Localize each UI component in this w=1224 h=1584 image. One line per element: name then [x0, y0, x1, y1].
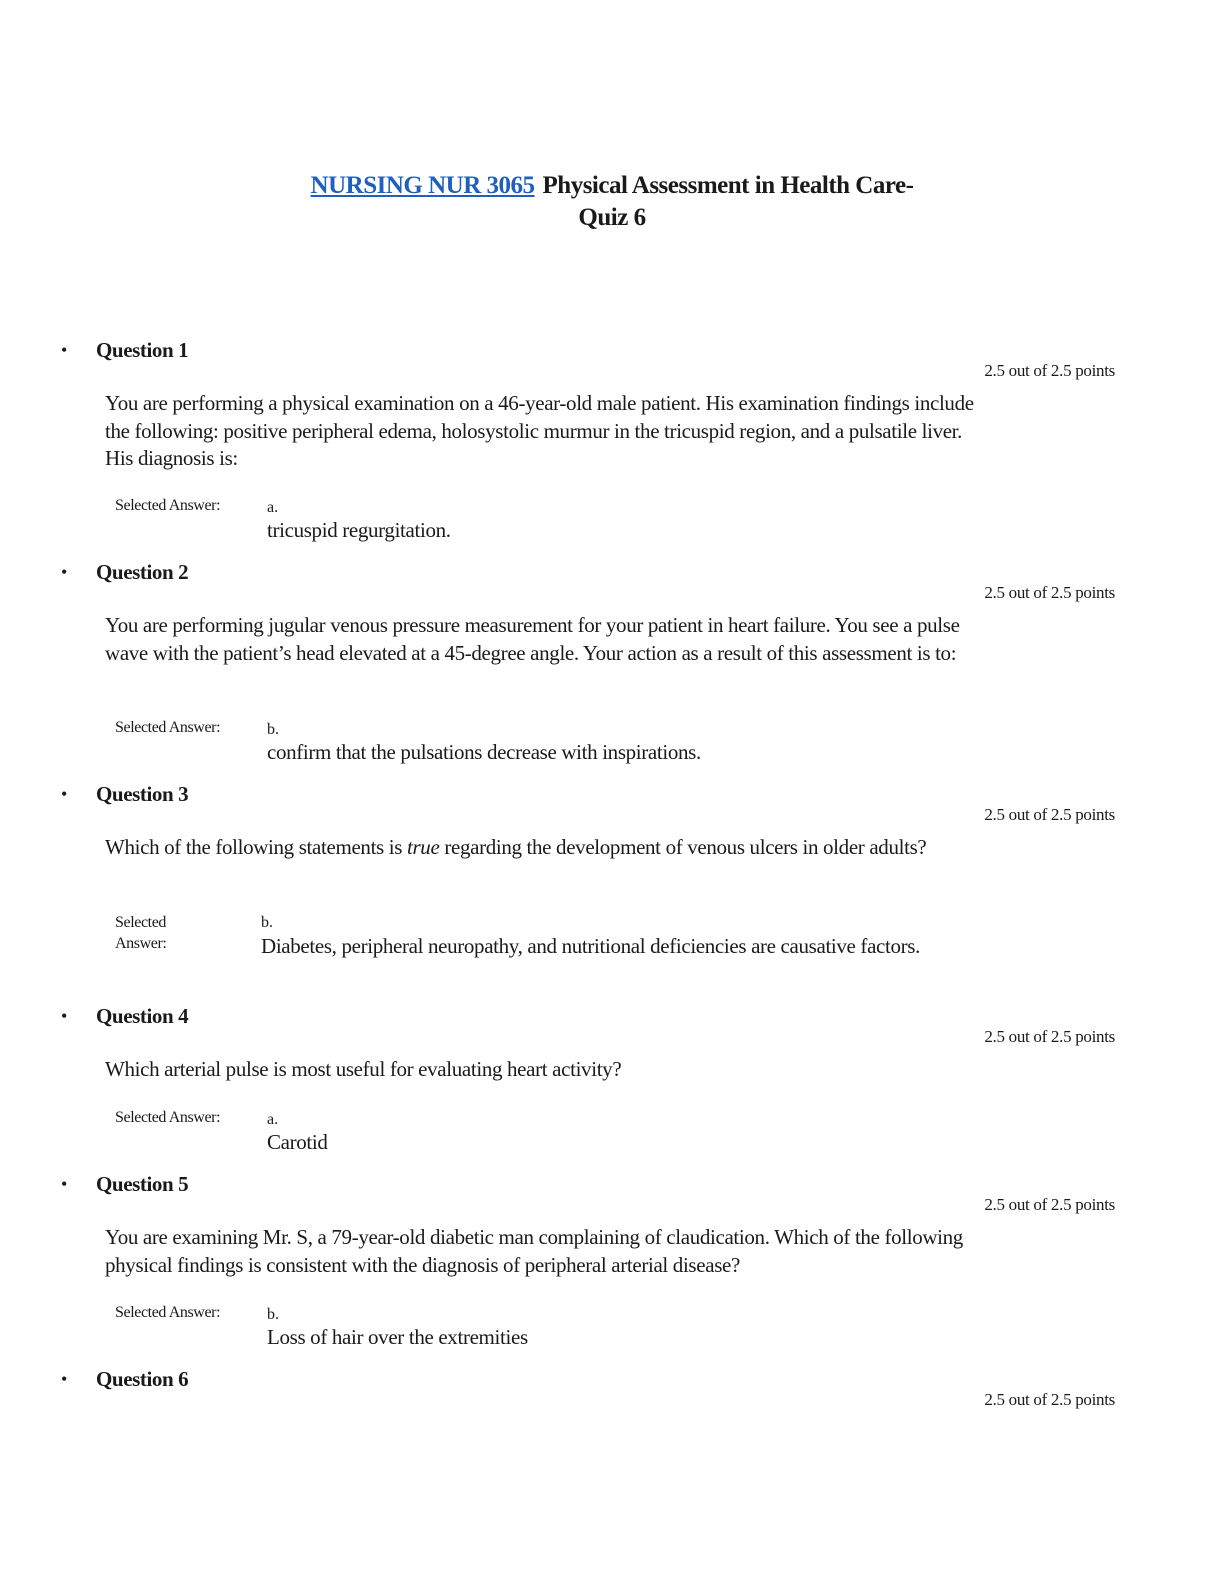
question-text-part: Which of the following statements is: [105, 835, 407, 859]
selected-answer: confirm that the pulsations decrease with inspirations.: [267, 740, 701, 764]
answer-letter: a.: [267, 499, 279, 516]
document-title: [0, 170, 1224, 234]
selected-answer-label-line1: Selected: [115, 914, 166, 931]
question-text-part: regarding the development of venous ulcers in older adults?: [439, 835, 927, 859]
bullet-icon: •: [61, 340, 68, 360]
question-text: You are performing jugular venous pressure measurement for your patient in heart failure. You see a pulse wave with the patient’s head elevated at a 45-degree angle. Your action as a result of this assessment is to:: [105, 613, 960, 665]
selected-answer-label: Selected Answer:: [115, 497, 221, 514]
question-title: Question 4: [96, 1004, 189, 1028]
selected-answer: tricuspid regurgitation.: [267, 518, 451, 542]
question-title: Question 2: [96, 560, 189, 584]
bullet-icon: •: [61, 784, 68, 804]
selected-answer-label: Selected Answer:: [115, 1109, 221, 1126]
answer-letter: a.: [267, 1111, 279, 1128]
title-line-1: [0, 170, 1224, 202]
question-points: 2.5 out of 2.5 points: [984, 1027, 1115, 1046]
question-title: Question 6: [96, 1367, 189, 1391]
selected-answer-label: Selected Answer:: [115, 1304, 221, 1321]
question-title: Question 5: [96, 1172, 189, 1196]
selected-answer: Loss of hair over the extremities: [267, 1325, 528, 1349]
bullet-icon: •: [61, 1174, 68, 1194]
question-title: Question 3: [96, 782, 189, 806]
title-line-2: Quiz 6: [578, 204, 646, 231]
question-text: You are performing a physical examination on a 46-year-old male patient. His examination findings include the following: positive peripheral edema, holosystolic murmur in the tricuspid region, and a pulsatile liver. His diagnosis is:: [105, 391, 974, 470]
question-points: 2.5 out of 2.5 points: [984, 583, 1115, 602]
selected-answer: Diabetes, peripheral neuropathy, and nutritional deficiencies are causative factors.: [261, 934, 921, 958]
question-text-emphasis: true: [407, 835, 440, 859]
question-text: Which arterial pulse is most useful for evaluating heart activity?: [105, 1057, 622, 1081]
bullet-icon: •: [61, 1369, 68, 1389]
question-points: 2.5 out of 2.5 points: [984, 1195, 1115, 1214]
course-link[interactable]: NURSING NUR 3065: [310, 172, 535, 199]
question-text: [105, 834, 955, 862]
bullet-icon: •: [61, 562, 68, 582]
question-points: 2.5 out of 2.5 points: [984, 1390, 1115, 1409]
question-title: Question 1: [96, 338, 189, 362]
answer-letter: b.: [267, 1306, 279, 1323]
selected-answer: Carotid: [267, 1130, 328, 1154]
answer-letter: b.: [261, 914, 273, 931]
answer-letter: b.: [267, 721, 279, 738]
question-points: 2.5 out of 2.5 points: [984, 805, 1115, 824]
selected-answer-label-line2: Answer:: [115, 935, 167, 952]
selected-answer-label: Selected Answer:: [115, 719, 221, 736]
title-text: Physical Assessment in Health Care-: [542, 172, 914, 199]
question-text: You are examining Mr. S, a 79-year-old diabetic man complaining of claudication. Which of the following physical findings is consistent with the diagnosis of peripheral arterial disease?: [105, 1225, 963, 1277]
bullet-icon: •: [61, 1006, 68, 1026]
question-points: 2.5 out of 2.5 points: [984, 361, 1115, 380]
